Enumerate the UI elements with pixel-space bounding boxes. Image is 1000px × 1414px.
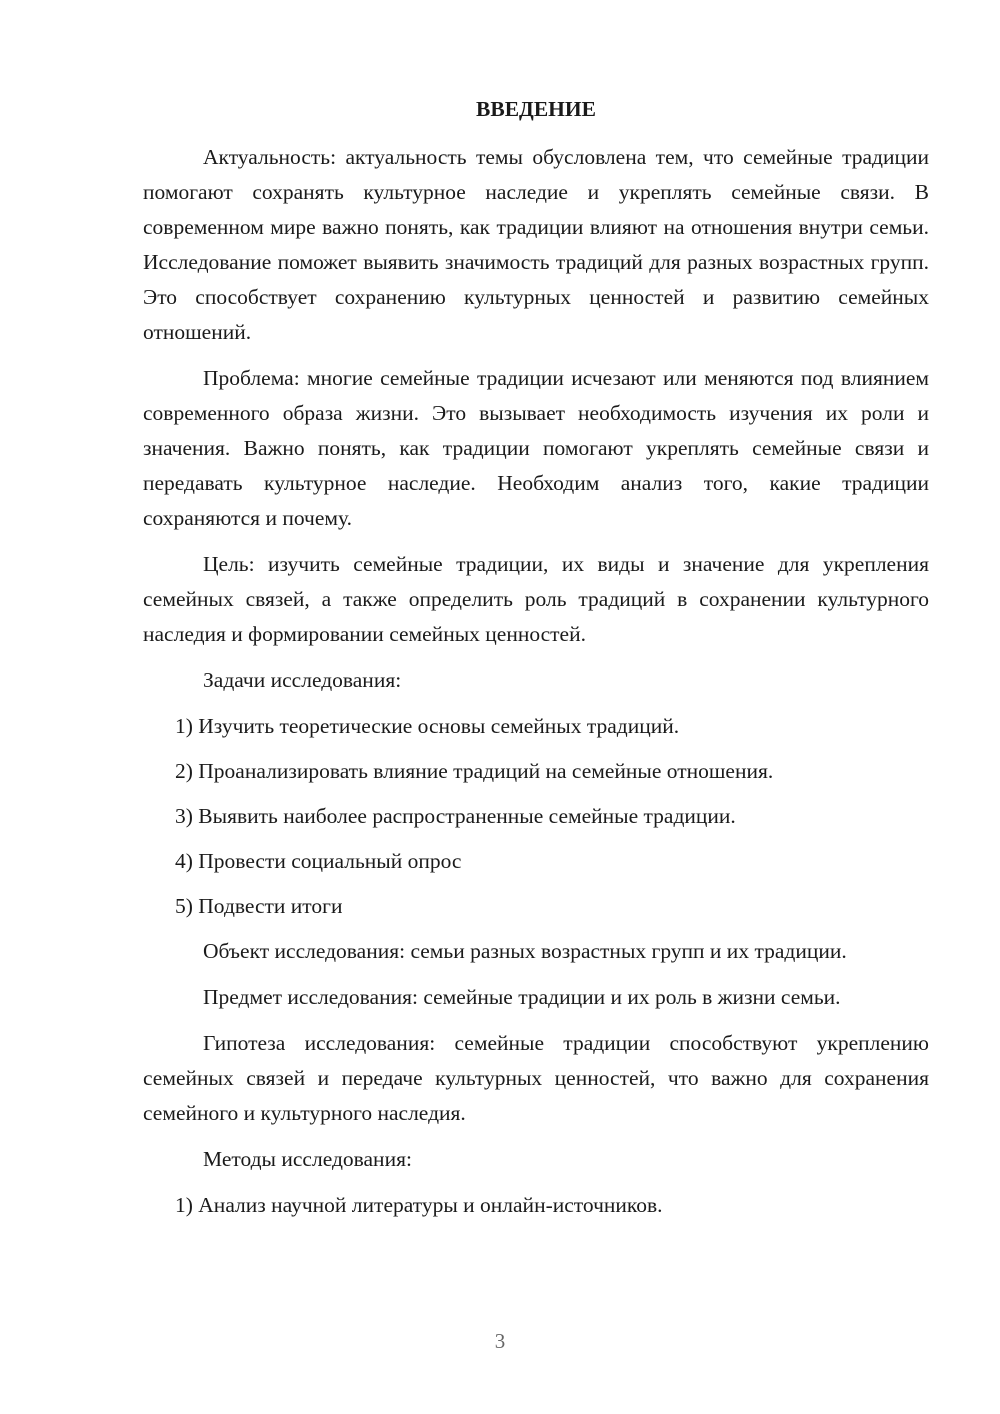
problem-paragraph: Проблема: многие семейные традиции исчезают или меняются под влиянием современного образа жизни. Это вызывает необходимость изучения их роли и значения. Важно понять, как традиции помогают укреплять семейные связи и передавать культурное наследие. Необходим анализ того, какие традиции сохраняются и почему. (143, 366, 929, 530)
hypothesis-paragraph: Гипотеза исследования: семейные традиции способствуют укреплению семейных связей и передаче культурных ценностей, что важно для сохранения семейного и культурного наследия. (143, 1031, 929, 1125)
object-paragraph: Объект исследования: семьи разных возрастных групп и их традиции. (203, 939, 847, 963)
methods-heading: Методы исследования: (203, 1147, 412, 1171)
relevance-paragraph: Актуальность: актуальность темы обусловлена тем, что семейные традиции помогают сохранять культурное наследие и укреплять семейные связи. В современном мире важно понять, как традиции влияют на отношения внутри семьи. Исследование поможет выявить значимость традиций для разных возрастных групп. Это способствует сохранению культурных ценностей и развитию семейных отношений. (143, 145, 929, 344)
task-item: 5) Подвести итоги (175, 894, 343, 918)
page-number: 3 (494, 1329, 506, 1353)
methods-list (143, 1188, 929, 1223)
tasks-list (143, 709, 929, 924)
task-item: 2) Проанализировать влияние традиций на семейные отношения. (175, 759, 774, 783)
method-item: 1) Анализ научной литературы и онлайн-источников. (175, 1193, 663, 1217)
tasks-heading: Задачи исследования: (203, 668, 402, 692)
task-item: 3) Выявить наиболее распространенные семейные традиции. (175, 804, 736, 828)
task-item: 1) Изучить теоретические основы семейных традиций. (175, 714, 680, 738)
document-page (143, 92, 929, 1233)
task-item: 4) Провести социальный опрос (175, 849, 462, 873)
section-title: ВВЕДЕНИЕ (476, 97, 596, 121)
subject-paragraph: Предмет исследования: семейные традиции и их роль в жизни семьи. (203, 985, 841, 1009)
goal-paragraph: Цель: изучить семейные традиции, их виды и значение для укрепления семейных связей, а также определить роль традиций в сохранении культурного наследия и формировании семейных ценностей. (143, 552, 929, 646)
